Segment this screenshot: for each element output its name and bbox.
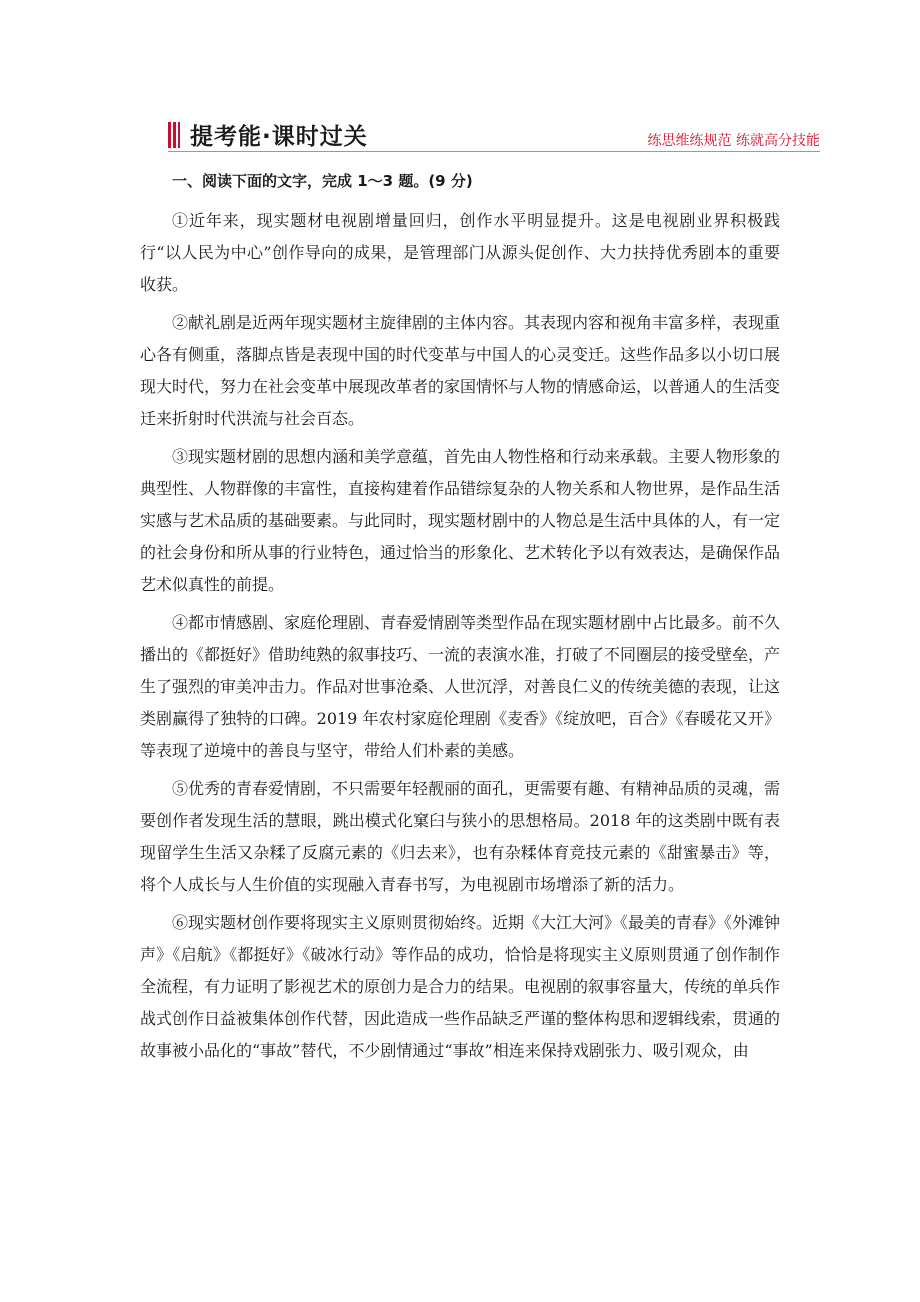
paragraph-1: ①近年来，现实题材电视剧增量回归，创作水平明显提升。这是电视剧业界积极践行“以人民为中心”创作导向的成果，是管理部门从源头促创作、大力扶持优秀剧本的重要收获。 (140, 211, 780, 294)
section-header (168, 118, 820, 154)
reading-passage (140, 205, 780, 1073)
paragraph-2: ②献礼剧是近两年现实题材主旋律剧的主体内容。其表现内容和视角丰富多样，表现重心各有侧重，落脚点皆是表现中国的时代变革与中国人的心灵变迁。这些作品多以小切口展现大时代，努力在社会变革中展现改革者的家国情怀与人物的情感命运，以普通人的生活变迁来折射时代洪流与社会百态。 (140, 313, 781, 428)
paragraph-3: ③现实题材剧的思想内涵和美学意蕴，首先由人物性格和行动来承载。主要人物形象的典型性、人物群像的丰富性，直接构建着作品错综复杂的人物关系和人物世界，是作品生活实感与艺术品质的基础要素。与此同时，现实题材剧中的人物总是生活中具体的人，有一定的社会身份和所从事的行业特色，通过恰当的形象化、艺术转化予以有效表达，是确保作品艺术似真性的前提。 (140, 447, 781, 594)
paragraph-5: ⑤优秀的青春爱情剧，不只需要年轻靓丽的面孔，更需要有趣、有精神品质的灵魂，需要创作者发现生活的慧眼，跳出模式化窠臼与狭小的思想格局。2018 年的这类剧中既有表现留学生生活又杂糅了反腐元素的《归去来》，也有杂糅体育竞技元素的《甜蜜暴击》等，将个人成长与人生价值的实现融入青春书写，为电视剧市场增添了新的活力。 (140, 779, 781, 894)
paragraph-6: ⑥现实题材创作要将现实主义原则贯彻始终。近期《大江大河》《最美的青春》《外滩钟声》《启航》《都挺好》《破冰行动》等作品的成功，恰恰是将现实主义原则贯通了创作制作全流程，有力证明了影视艺术的原创力是合力的结果。电视剧的叙事容量大，传统的单兵作战式创作日益被集体创作代替，因此造成一些作品缺乏严谨的整体构思和逻辑线索，贯通的故事被小品化的“事故”替代，不少剧情通过“事故”相连来保持戏剧张力、吸引观众，由 (140, 913, 781, 1060)
question-title: 一、阅读下面的文字，完成 1～3 题。(9 分) (172, 172, 473, 190)
header-bars-icon (168, 122, 180, 148)
section-title: 提考能·课时过关 (190, 124, 368, 150)
paragraph-4: ④都市情感剧、家庭伦理剧、青春爱情剧等类型作品在现实题材剧中占比最多。前不久播出的《都挺好》借助纯熟的叙事技巧、一流的表演水准，打破了不同圈层的接受壁垒，产生了强烈的审美冲击力。作品对世事沧桑、人世沉浮，对善良仁义的传统美德的表现，让这类剧赢得了独特的口碑。2019 年农村家庭伦理剧《麦香》《绽放吧，百合》《春暖花又开》等表现了逆境中的善良与坚守，带给人们朴素的美感。 (140, 613, 781, 760)
section-subtitle: 练思维练规范 练就高分技能 (647, 133, 820, 149)
header-divider (168, 151, 820, 152)
